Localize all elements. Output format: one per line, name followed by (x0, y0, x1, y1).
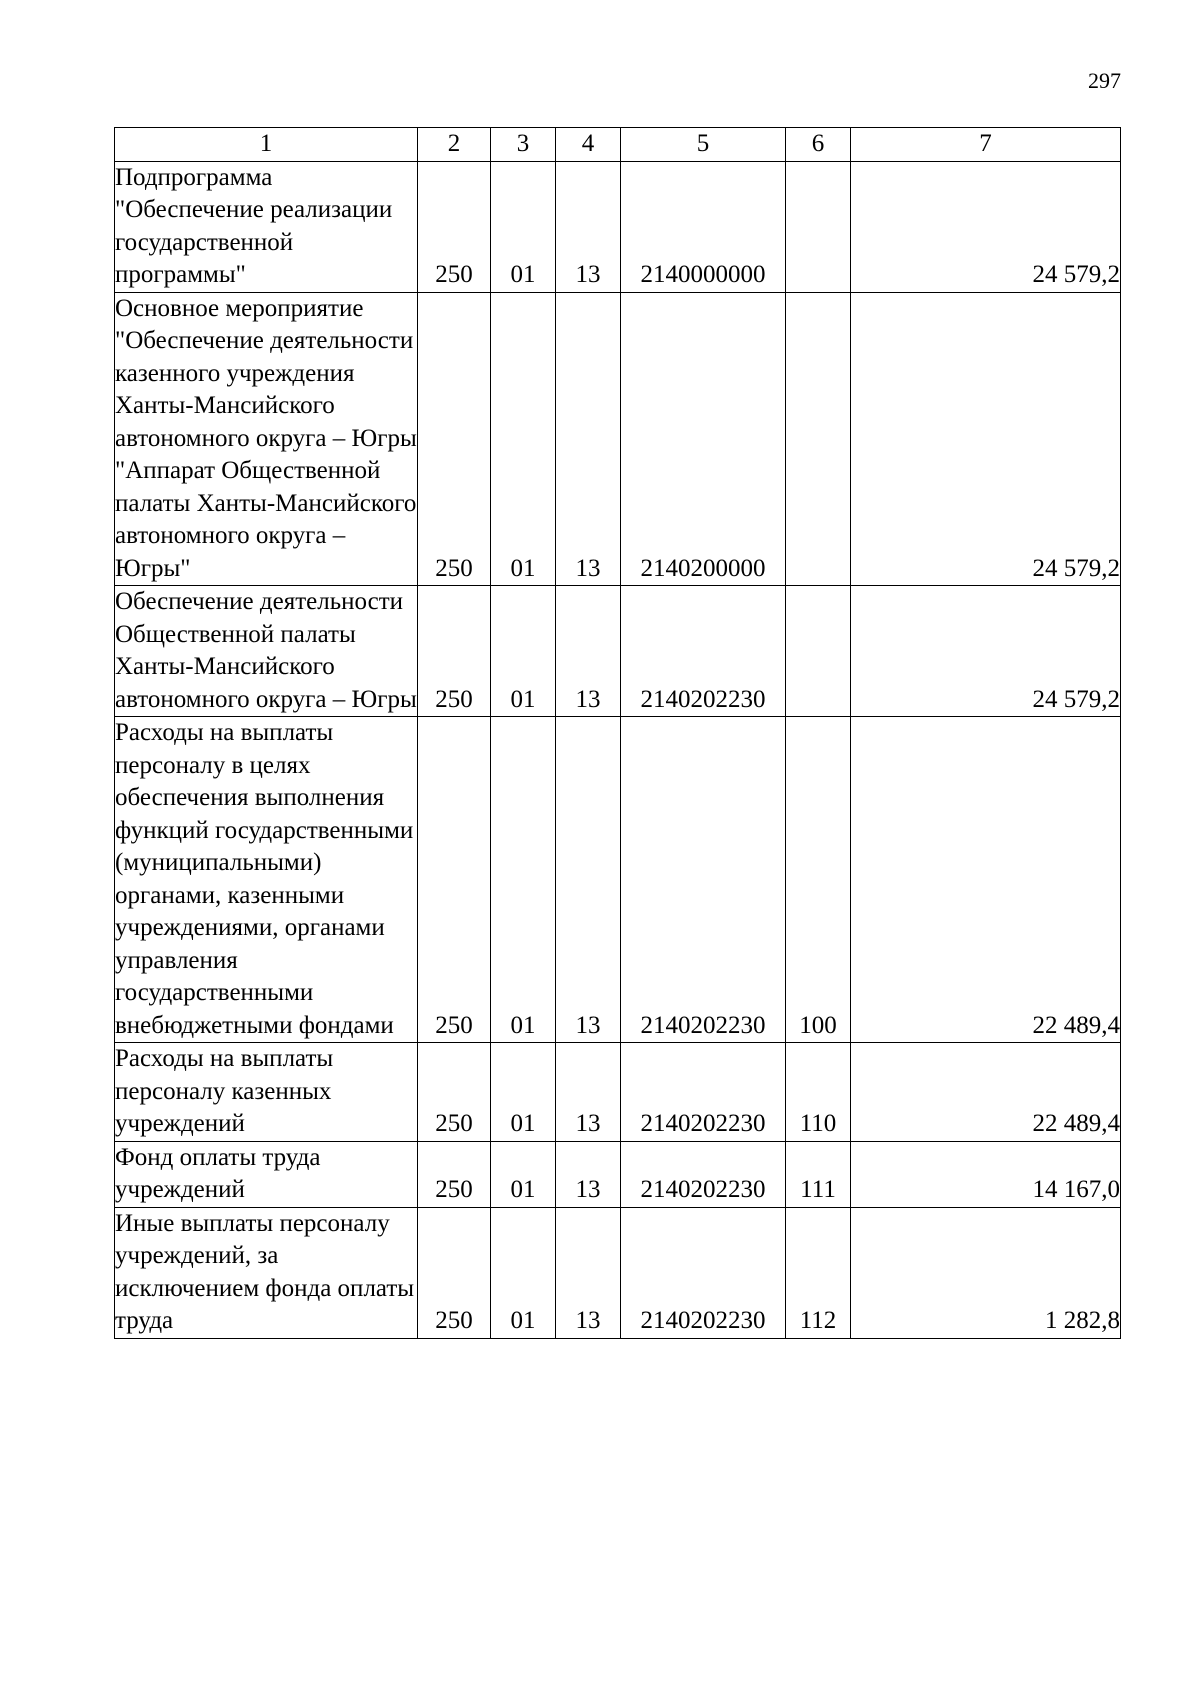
row-name-cell: Фонд оплаты труда учреждений (115, 1141, 418, 1207)
col5-cell: 2140200000 (621, 292, 786, 586)
col2-cell: 250 (418, 292, 491, 586)
col6-cell (786, 586, 851, 717)
col3-cell: 01 (491, 717, 556, 1043)
col4-cell: 13 (556, 1141, 621, 1207)
column-header: 2 (418, 128, 491, 162)
col5-cell: 2140202230 (621, 586, 786, 717)
col3-cell: 01 (491, 1141, 556, 1207)
table-row (115, 586, 1121, 717)
amount-cell: 14 167,0 (851, 1141, 1121, 1207)
col6-cell: 111 (786, 1141, 851, 1207)
col4-cell: 13 (556, 161, 621, 292)
col4-cell: 13 (556, 292, 621, 586)
budget-table (114, 127, 1121, 1339)
col6-cell: 100 (786, 717, 851, 1043)
col5-cell: 2140202230 (621, 1207, 786, 1338)
amount-cell: 22 489,4 (851, 717, 1121, 1043)
row-name-cell: Подпрограмма "Обеспечение реализации государственной программы" (115, 161, 418, 292)
col2-cell: 250 (418, 1207, 491, 1338)
col3-cell: 01 (491, 586, 556, 717)
column-header: 7 (851, 128, 1121, 162)
amount-cell: 1 282,8 (851, 1207, 1121, 1338)
table-row (115, 1141, 1121, 1207)
row-name-cell: Иные выплаты персоналу учреждений, за исключением фонда оплаты труда (115, 1207, 418, 1338)
table-row (115, 292, 1121, 586)
col3-cell: 01 (491, 292, 556, 586)
table-row (115, 1043, 1121, 1142)
amount-cell: 24 579,2 (851, 292, 1121, 586)
column-header: 3 (491, 128, 556, 162)
column-header: 6 (786, 128, 851, 162)
column-header: 4 (556, 128, 621, 162)
col2-cell: 250 (418, 717, 491, 1043)
col3-cell: 01 (491, 1043, 556, 1142)
col2-cell: 250 (418, 1141, 491, 1207)
amount-cell: 24 579,2 (851, 161, 1121, 292)
col5-cell: 2140202230 (621, 1043, 786, 1142)
col6-cell: 110 (786, 1043, 851, 1142)
table-row (115, 161, 1121, 292)
amount-cell: 22 489,4 (851, 1043, 1121, 1142)
col4-cell: 13 (556, 1207, 621, 1338)
col4-cell: 13 (556, 1043, 621, 1142)
row-name-cell: Расходы на выплаты персоналу казенных учреждений (115, 1043, 418, 1142)
col6-cell (786, 161, 851, 292)
col3-cell: 01 (491, 1207, 556, 1338)
col2-cell: 250 (418, 586, 491, 717)
col6-cell: 112 (786, 1207, 851, 1338)
col5-cell: 2140000000 (621, 161, 786, 292)
header-row (115, 128, 1121, 162)
col4-cell: 13 (556, 717, 621, 1043)
row-name-cell: Основное мероприятие "Обеспечение деятельности казенного учреждения Ханты-Мансийского автономного округа – Югры "Аппарат Общественной палаты Ханты-Мансийского автономного округа – Югры" (115, 292, 418, 586)
table-row (115, 717, 1121, 1043)
amount-cell: 24 579,2 (851, 586, 1121, 717)
col5-cell: 2140202230 (621, 1141, 786, 1207)
col2-cell: 250 (418, 1043, 491, 1142)
table-row (115, 1207, 1121, 1338)
col2-cell: 250 (418, 161, 491, 292)
row-name-cell: Обеспечение деятельности Общественной палаты Ханты-Мансийского автономного округа – Югры (115, 586, 418, 717)
page-number: 297 (1088, 68, 1121, 93)
col4-cell: 13 (556, 586, 621, 717)
col3-cell: 01 (491, 161, 556, 292)
column-header: 5 (621, 128, 786, 162)
column-header: 1 (115, 128, 418, 162)
col5-cell: 2140202230 (621, 717, 786, 1043)
row-name-cell: Расходы на выплаты персоналу в целях обеспечения выполнения функций государственными (муниципальными) органами, казенными учреждениями, органами управления государственными внебюджетными фондами (115, 717, 418, 1043)
col6-cell (786, 292, 851, 586)
